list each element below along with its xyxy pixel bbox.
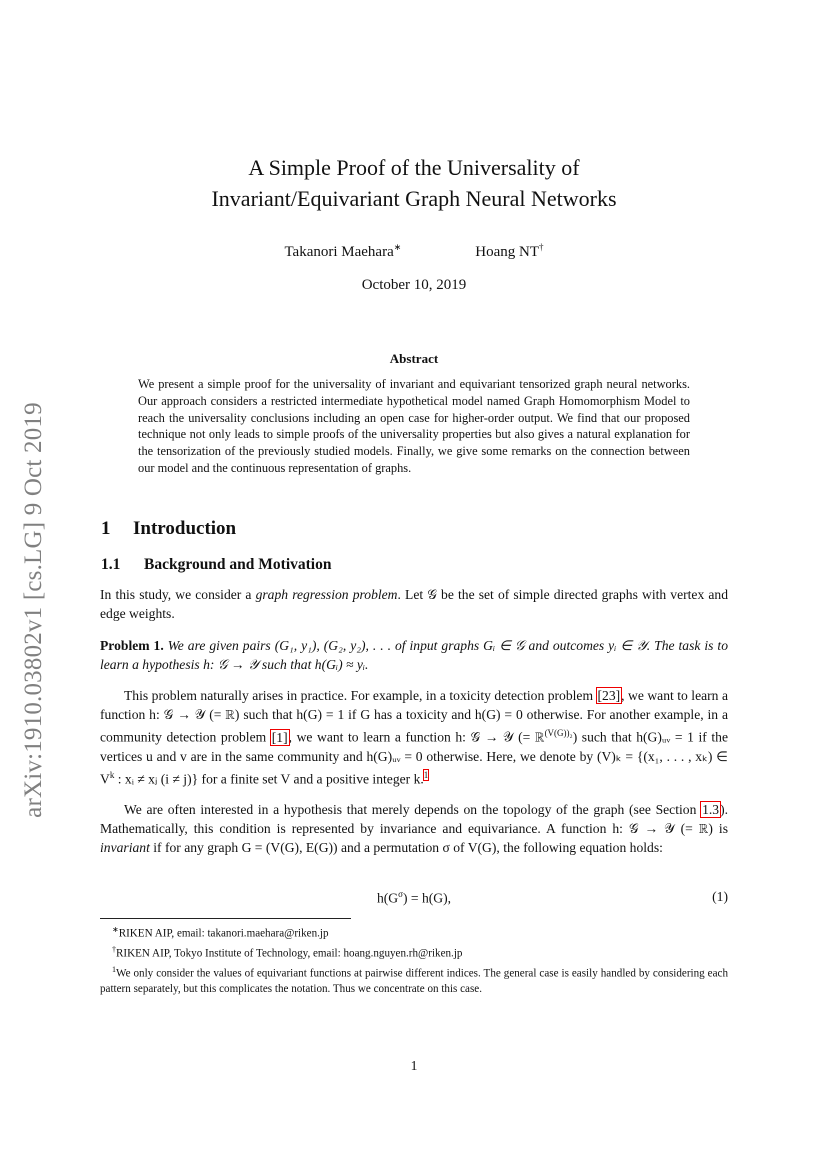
text-run: We are often interested in a hypothesis that merely depends on the topology of the graph (see Section [124, 802, 702, 817]
text-run: , we want to learn a function h: 𝒢 → 𝒴 (= ℝ [288, 729, 545, 745]
footnote-mark: † [112, 944, 116, 954]
equation-number: (1) [712, 889, 728, 904]
section-link[interactable]: 1.3 [702, 802, 720, 817]
problem-statement [100, 636, 728, 674]
text-run: . Let 𝒢 be the set of simple directed graphs with vertex and edge weights. [100, 587, 729, 622]
subsection-title: Background and Motivation [144, 556, 332, 573]
emphasis: graph regression problem [255, 587, 398, 602]
title-line-2: Invariant/Equivariant Graph Neural Networks [211, 186, 617, 211]
text-run: ). Mathematically, this condition is represented by invariance and equivariance. A function h: 𝒢 → 𝒴 (= ℝ) is [100, 802, 728, 837]
subsection-number: 1.1 [101, 556, 121, 573]
author [284, 242, 401, 261]
text-run: if for any graph G = (V(G), E(G)) and a permutation σ of V(G), the following equation holds: [149, 840, 663, 856]
problem-text: We are given pairs (G₁, y₁), (G₂, y₂), . . . of input graphs Gᵢ ∈ 𝒢 and outcomes yᵢ ∈ 𝒴. The task is to learn a hypothesis h: 𝒢 → 𝒴 such that h(Gᵢ) ≈ yᵢ. [100, 638, 728, 673]
abstract-heading: Abstract [389, 351, 439, 366]
superscript: k [109, 770, 115, 781]
footnote-text: We only consider the values of equivariant functions at pairwise different indices. The general case is easily handled by considering each pattern separately, but this complicates the notation. Thus we concentrate on this case. [100, 967, 728, 995]
section-number: 1 [101, 518, 111, 539]
superscript: σ [398, 889, 403, 899]
section-title: Introduction [133, 518, 237, 539]
examples-paragraph [100, 686, 728, 789]
author [475, 242, 543, 261]
text-run: ) such that h(G)ᵤᵥ = 1 if the vertices u and v are in the same community and h(G)ᵤᵥ = 0 otherwise. Here, we denote by (V)ₖ = {(x₁, . . . , xₖ) ∈ V [100, 729, 728, 787]
footnote-mark: ∗ [112, 925, 119, 934]
paper-title [100, 152, 728, 214]
abstract-text: We present a simple proof for the universality of invariant and equivariant tensorized graph neural networks. Our approach considers a restricted intermediate hypothetical model named Graph Homomorphism Model to reach the universality conclusions including an open case for higher-order output. We find that our proposed technique not only leads to simple proofs of the universality properties but also gives a natural explanation for the tensorization of the previously studied models. Finally, we give some remarks on the connection between our model and the continuous representation of graphs. [138, 377, 690, 475]
footnote-text: RIKEN AIP, email: takanori.maehara@riken.jp [118, 927, 329, 940]
equation-text: h(G [376, 890, 399, 906]
text-run: This problem naturally arises in practice. For example, in a toxicity detection problem [124, 688, 597, 703]
page-number: 1 [410, 1058, 418, 1073]
paper-date: October 10, 2019 [361, 277, 467, 293]
arxiv-identifier-text: arXiv:1910.03802v1 [cs.LG] 9 Oct 2019 [20, 402, 48, 818]
superscript: (V(G))₂ [544, 728, 573, 739]
author-list [100, 242, 728, 261]
equation-body [100, 889, 728, 907]
citation-link[interactable]: [1] [271, 729, 288, 745]
citation-link[interactable]: [23] [597, 688, 621, 703]
footnote-text: RIKEN AIP, Tokyo Institute of Technology, email: hoang.nguyen.rh@riken.jp [116, 947, 463, 960]
author-name: Hoang NT [475, 244, 540, 260]
author-mark: ∗ [393, 242, 402, 252]
footnote-mark: 1 [112, 964, 116, 974]
text-run: , we want to learn a function h: 𝒢 → 𝒴 (= ℝ) such that h(G) = 1 if G has a toxicity and h(G) = 0 otherwise. For another example, in a community detection problem [100, 688, 728, 745]
arxiv-identifier-stamp [14, 375, 54, 845]
subsection-heading [101, 556, 331, 574]
title-line-1: A Simple Proof of the Universality of [248, 155, 580, 180]
equation-text: ) = h(G), [402, 890, 452, 906]
footnotes [100, 922, 728, 997]
footnote-divider [100, 918, 351, 919]
problem-label: Problem 1. [100, 638, 164, 653]
footnote [100, 942, 728, 962]
author-mark: † [539, 242, 544, 252]
invariance-paragraph [100, 800, 728, 858]
footnote-link[interactable]: 1 [423, 770, 429, 781]
text-run: : xᵢ ≠ xⱼ (i ≠ j)} for a finite set V and a positive integer k. [114, 771, 424, 787]
equation-1 [100, 889, 728, 911]
section-heading [101, 518, 236, 540]
emphasis: invariant [100, 840, 150, 856]
text-run: In this study, we consider a [100, 587, 256, 602]
intro-paragraph [100, 585, 728, 623]
footnote [100, 922, 728, 942]
footnote [100, 962, 728, 997]
author-name: Takanori Maehara [284, 244, 394, 260]
